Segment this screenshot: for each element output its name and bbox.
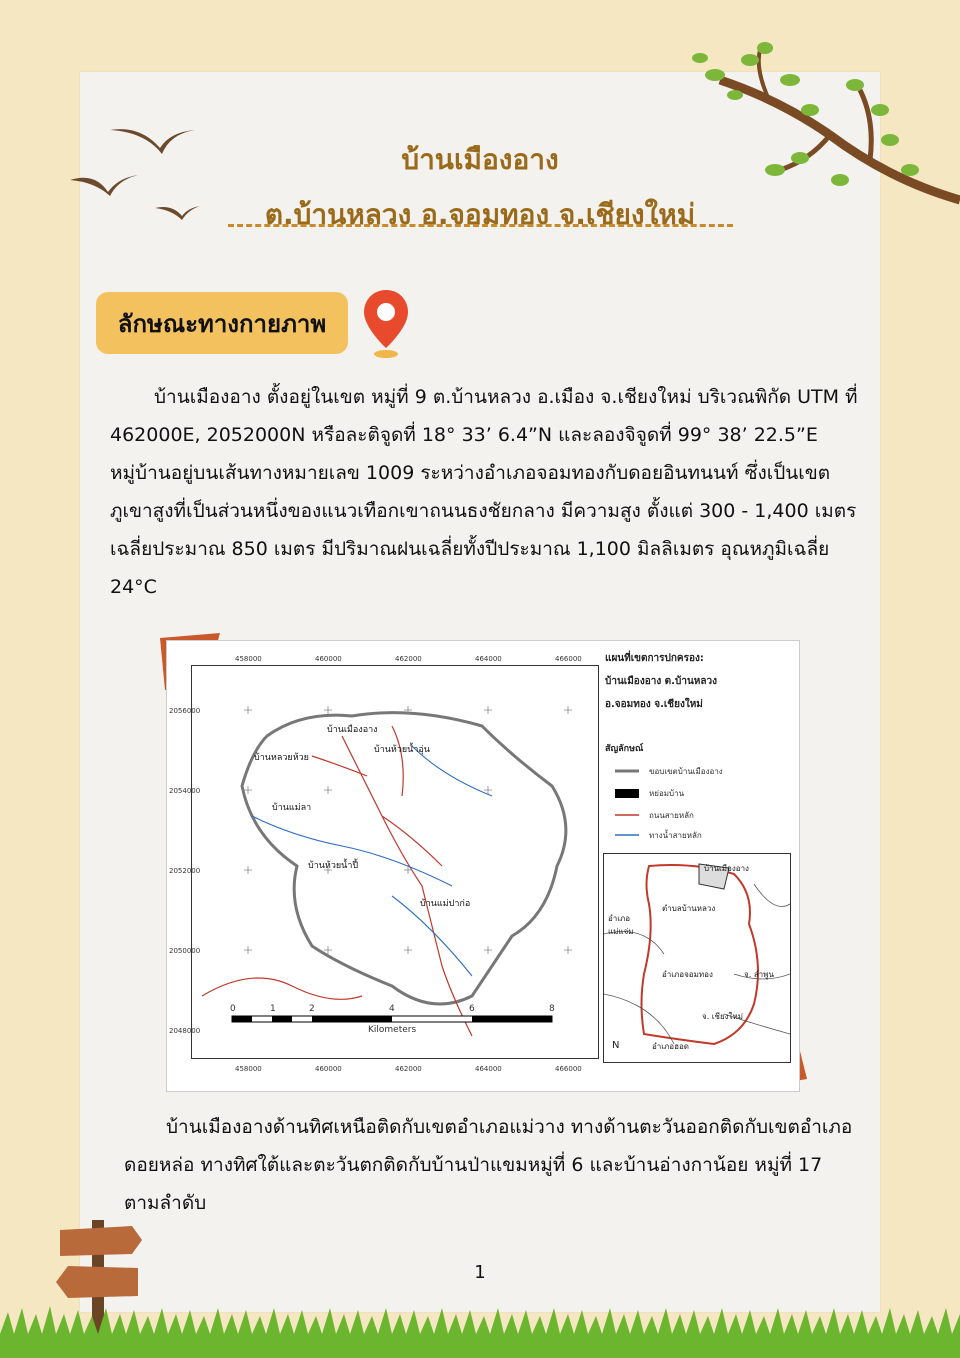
scale-label: 0 bbox=[230, 1004, 236, 1014]
legend-item: ถนนสายหลัก bbox=[649, 811, 694, 820]
title-underline bbox=[228, 224, 733, 227]
y-tick-label: 2048000 bbox=[169, 1027, 201, 1035]
scale-label: 2 bbox=[309, 1004, 315, 1014]
map-title: แผนที่เขตการปกครอง: bbox=[605, 653, 704, 664]
scale-bar bbox=[232, 1016, 552, 1022]
location-pin-icon bbox=[362, 286, 410, 362]
x-tick-label: 460000 bbox=[315, 655, 342, 663]
scale-label: 1 bbox=[270, 1004, 276, 1014]
x-tick-label: 460000 bbox=[315, 1065, 342, 1073]
village-label: บ้านหลวยห้วย bbox=[254, 753, 309, 763]
map-title: บ้านเมืองอาง ต.บ้านหลวง bbox=[605, 676, 717, 687]
legend-item: ทางน้ำสายหลัก bbox=[649, 831, 702, 840]
legend-title: สัญลักษณ์ bbox=[605, 744, 644, 754]
section-badge: ลักษณะทางกายภาพ bbox=[96, 292, 348, 354]
inset-label: จ. เชียงใหม่ bbox=[702, 1012, 743, 1021]
x-tick-label: 458000 bbox=[235, 1065, 262, 1073]
village-label: บ้านแม่ปาก่อ bbox=[420, 899, 471, 909]
x-tick-label: 462000 bbox=[395, 655, 422, 663]
inset-label: อำเภอ แม่แจ่ม bbox=[608, 914, 634, 936]
inset-map bbox=[603, 853, 791, 1063]
inset-label: อำเภอจอมทอง bbox=[662, 970, 713, 979]
village-label: บ้านห้วยน้ำปี้ bbox=[308, 861, 359, 871]
x-tick-label: 466000 bbox=[555, 1065, 582, 1073]
village-label: บ้านห้วยน้ำอุ่น bbox=[374, 745, 430, 755]
inset-label: อำเภอฮอด bbox=[652, 1042, 689, 1051]
paragraph-physical: บ้านเมืองอาง ตั้งอยู่ในเขต หมู่ที่ 9 ต.บ้านหลวง อ.เมือง จ.เชียงใหม่ บริเวณพิกัด UTM ที่ 462000E, 2052000N หรือละติจูดที่ 18° 33’ 6.4”N และลองจิจูดที่ 99° 38’ 22.5”E หมู่บ้านอยู่บนเส้นทางหมายเลข 1009 ระหว่างอำเภอจอมทองกับดอยอินทนนท์ ซึ่งเป็นเขตภูเขาสูงที่เป็นส่วนหนึ่งของแนวเทือกเขาถนนธงชัยกลาง มีความสูง ตั้งแต่ 300 - 1,400 เมตร เฉลี่ยประมาณ 850 เมตร มีปริมาณฝนเฉลี่ยทั้งปีประมาณ 1,100 มิลลิเมตร อุณหภูมิเฉลี่ย 24°C bbox=[110, 386, 858, 598]
x-tick-label: 462000 bbox=[395, 1065, 422, 1073]
village-label: บ้านเมืองอาง bbox=[327, 725, 378, 735]
x-tick-label: 464000 bbox=[475, 1065, 502, 1073]
y-tick-label: 2050000 bbox=[169, 947, 201, 955]
y-tick-label: 2052000 bbox=[169, 867, 201, 875]
inset-label: ตำบลบ้านหลวง bbox=[662, 904, 716, 913]
page-title: บ้านเมืองอาง bbox=[401, 143, 559, 176]
scale-label: 6 bbox=[469, 1004, 475, 1014]
x-tick-label: 466000 bbox=[555, 655, 582, 663]
scale-unit: Kilometers bbox=[368, 1025, 417, 1035]
inset-label: จ. ลำพูน bbox=[744, 970, 774, 979]
page-number: 1 bbox=[474, 1262, 486, 1283]
x-tick-label: 464000 bbox=[475, 655, 502, 663]
map-drawing bbox=[192, 666, 598, 1058]
village-map bbox=[166, 640, 800, 1092]
x-tick-label: 458000 bbox=[235, 655, 262, 663]
scale-label: 8 bbox=[549, 1004, 555, 1014]
y-tick-label: 2056000 bbox=[169, 707, 201, 715]
map-frame bbox=[191, 665, 599, 1059]
legend-symbols bbox=[615, 763, 645, 843]
legend-item: หย่อมบ้าน bbox=[649, 789, 685, 798]
village-label: บ้านแม่ลา bbox=[272, 803, 312, 813]
inset-label: บ้านเมืองอาง bbox=[704, 864, 749, 873]
page-subtitle: ต.บ้านหลวง อ.จอมทอง จ.เชียงใหม่ bbox=[264, 198, 696, 231]
north-arrow: N bbox=[612, 1040, 620, 1051]
scale-label: 4 bbox=[389, 1004, 395, 1014]
inset-drawing bbox=[604, 854, 790, 1062]
map-title: อ.จอมทอง จ.เชียงใหม่ bbox=[605, 699, 703, 710]
paragraph-boundaries: บ้านเมืองอางด้านทิศเหนือติดกับเขตอำเภอแม่วาง ทางด้านตะวันออกติดกับเขตอำเภอดอยหล่อ ทางทิศใต้และตะวันตกติดกับบ้านป่าแขมหมู่ที่ 6 และบ้านอ่างกาน้อย หมู่ที่ 17 ตามลำดับ bbox=[124, 1116, 853, 1214]
y-tick-label: 2054000 bbox=[169, 787, 201, 795]
legend-item: ขอบเขตบ้านเมืองอาง bbox=[649, 767, 723, 776]
grass-decoration bbox=[0, 1300, 960, 1358]
